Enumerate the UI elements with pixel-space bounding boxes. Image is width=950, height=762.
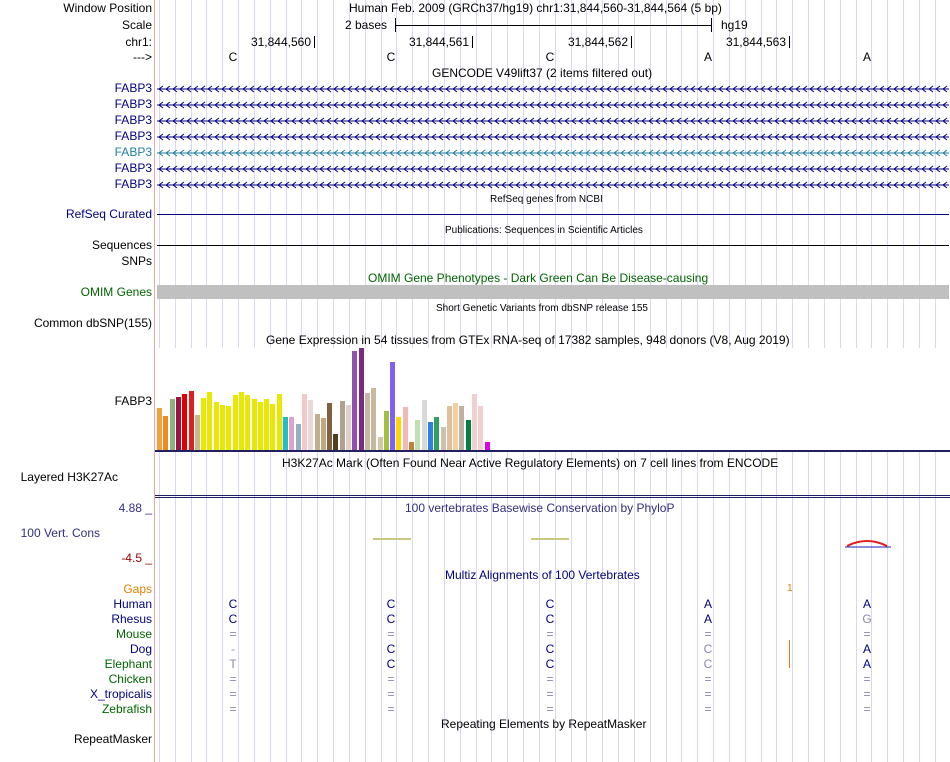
gtex-tissue-bar[interactable]: [478, 406, 483, 450]
h3k27ac-track-title: H3K27Ac Mark (Often Found Near Active Regulatory Elements) on 7 cell lines from ENCODE: [282, 456, 779, 470]
gtex-tissue-bar[interactable]: [195, 415, 200, 450]
multiz-aligned-base: =: [387, 672, 395, 686]
dbsnp-track-label[interactable]: Common dbSNP(155): [33, 316, 152, 330]
scale-bar-right-tick: [711, 18, 712, 32]
multiz-aligned-base: C: [386, 597, 396, 611]
gtex-tissue-bar[interactable]: [327, 403, 332, 450]
omim-gene-block[interactable]: [157, 285, 949, 299]
reference-base: C: [228, 50, 238, 64]
gencode-track-title: GENCODE V49lift37 (2 items filtered out): [432, 66, 653, 80]
multiz-track-title: Multiz Alignments of 100 Vertebrates: [445, 568, 640, 582]
refseq-gene-line[interactable]: [157, 214, 949, 215]
multiz-species-label[interactable]: Zebrafish: [101, 702, 152, 716]
gtex-tissue-bar[interactable]: [277, 394, 282, 450]
scale-value: 2 bases: [345, 18, 388, 32]
multiz-aligned-base: C: [386, 657, 396, 671]
multiz-species-label[interactable]: Human: [113, 597, 152, 611]
multiz-aligned-base: =: [546, 627, 554, 641]
multiz-aligned-base: C: [703, 657, 713, 671]
gtex-tissue-bar[interactable]: [447, 406, 452, 450]
multiz-aligned-base: C: [545, 642, 555, 656]
gencode-transcript-label[interactable]: FABP3: [114, 145, 152, 159]
multiz-aligned-base: =: [704, 627, 712, 641]
gtex-baseline: [155, 450, 950, 452]
gtex-tissue-bar[interactable]: [315, 414, 320, 450]
gtex-tissue-bar[interactable]: [283, 417, 288, 450]
multiz-aligned-base: =: [387, 702, 395, 716]
h3k27ac-line-2: [155, 497, 950, 498]
multiz-aligned-base: =: [229, 627, 237, 641]
gtex-tissue-bar[interactable]: [384, 411, 389, 450]
gtex-tissue-bar[interactable]: [270, 404, 275, 450]
gtex-tissue-bar[interactable]: [346, 405, 351, 450]
gtex-tissue-bar[interactable]: [352, 351, 357, 450]
gencode-transcript-label[interactable]: FABP3: [114, 177, 152, 191]
phylop-max-label: 4.88 _: [118, 501, 152, 515]
window-position-value: Human Feb. 2009 (GRCh37/hg19) chr1:31,844,560-31,844,564 (5 bp): [349, 1, 722, 15]
multiz-species-label[interactable]: Elephant: [104, 657, 152, 671]
phylop-peak: [845, 538, 893, 550]
phylop-track-label[interactable]: 100 Vert. Cons: [20, 526, 100, 540]
ruler-position: 31,844,561: [408, 35, 469, 49]
label-divider: [154, 0, 155, 762]
phylop-signal-1: [373, 538, 411, 540]
reference-base: A: [862, 50, 871, 64]
gtex-tissue-bar[interactable]: [459, 406, 464, 450]
gtex-tissue-bar[interactable]: [258, 402, 263, 450]
multiz-aligned-base: =: [387, 687, 395, 701]
gencode-transcript-label[interactable]: FABP3: [114, 161, 152, 175]
ruler-tick: [631, 36, 632, 48]
multiz-species-label[interactable]: Rhesus: [111, 612, 152, 626]
scale-db: hg19: [721, 18, 748, 32]
gencode-transcript-arrows[interactable]: [157, 131, 949, 141]
gtex-tissue-bar[interactable]: [207, 392, 212, 450]
multiz-aligned-base: =: [863, 672, 871, 686]
gtex-tissue-bar[interactable]: [201, 398, 206, 450]
ruler-tick: [789, 36, 790, 48]
multiz-aligned-base: T: [229, 657, 237, 671]
multiz-aligned-base: A: [862, 657, 871, 671]
multiz-aligned-base: G: [862, 612, 872, 626]
multiz-aligned-base: A: [703, 597, 712, 611]
gtex-tissue-bar[interactable]: [245, 395, 250, 450]
gtex-track-title: Gene Expression in 54 tissues from GTEx RNA-seq of 17382 samples, 948 donors (V8, Aug 2019): [266, 333, 790, 347]
publications-line[interactable]: [157, 245, 949, 246]
dbsnp-track-title: Short Genetic Variants from dbSNP release 155: [436, 303, 648, 314]
multiz-aligned-base: C: [545, 612, 555, 626]
gtex-tissue-bar[interactable]: [233, 395, 238, 450]
multiz-aligned-base: C: [545, 597, 555, 611]
gap-bar: [789, 640, 790, 668]
multiz-aligned-base: =: [704, 702, 712, 716]
gencode-transcript-label[interactable]: FABP3: [114, 97, 152, 111]
gencode-transcript-label[interactable]: FABP3: [114, 81, 152, 95]
strand-label: --->: [133, 50, 152, 64]
gaps-label: Gaps: [123, 582, 152, 596]
gtex-tissue-bar[interactable]: [170, 399, 175, 450]
repeatmasker-track-label[interactable]: RepeatMasker: [73, 732, 152, 746]
multiz-aligned-base: -: [231, 642, 235, 656]
gtex-tissue-bar[interactable]: [409, 442, 414, 450]
chrom-label: chr1:: [125, 35, 152, 49]
multiz-aligned-base: =: [546, 702, 554, 716]
publications-track-label[interactable]: Sequences: [91, 238, 152, 252]
scale-bar: [395, 25, 712, 26]
gtex-tissue-bar[interactable]: [403, 407, 408, 450]
phylop-track-title: 100 vertebrates Basewise Conservation by PhyloP: [405, 501, 675, 515]
multiz-species-label[interactable]: X_tropicalis: [89, 687, 152, 701]
gtex-tissue-bar[interactable]: [214, 402, 219, 450]
multiz-aligned-base: C: [545, 657, 555, 671]
multiz-aligned-base: C: [386, 642, 396, 656]
window-position-label: Window Position: [63, 1, 152, 15]
gtex-chart-bg: [157, 348, 949, 451]
multiz-species-label[interactable]: Chicken: [108, 672, 152, 686]
gtex-tissue-bar[interactable]: [220, 405, 225, 450]
gtex-tissue-bar[interactable]: [302, 394, 307, 450]
multiz-aligned-base: C: [228, 597, 238, 611]
repeatmasker-track-title: Repeating Elements by RepeatMasker: [441, 717, 647, 731]
multiz-aligned-base: A: [862, 597, 871, 611]
gtex-tissue-bar[interactable]: [365, 393, 370, 450]
multiz-aligned-base: A: [703, 612, 712, 626]
omim-track-title: OMIM Gene Phenotypes - Dark Green Can Be Disease-causing: [368, 271, 709, 285]
publications-track-title: Publications: Sequences in Scientific Articles: [445, 225, 643, 236]
gtex-tissue-bar[interactable]: [485, 442, 490, 450]
snps-track-label[interactable]: SNPs: [121, 254, 152, 268]
gtex-tissue-bar[interactable]: [226, 406, 231, 450]
multiz-aligned-base: =: [229, 672, 237, 686]
h3k27ac-track-label[interactable]: Layered H3K27Ac: [20, 470, 118, 484]
gtex-tissue-bar[interactable]: [434, 417, 439, 450]
gap-mark: 1: [787, 583, 793, 594]
ruler-position: 31,844,563: [725, 35, 786, 49]
gencode-transcript-arrows[interactable]: [157, 99, 949, 109]
multiz-species-label[interactable]: Dog: [129, 642, 152, 656]
gtex-tissue-bar[interactable]: [422, 400, 427, 450]
gtex-tissue-bar[interactable]: [296, 424, 301, 450]
gencode-transcript-arrows[interactable]: [157, 147, 949, 157]
phylop-min-label: -4.5 _: [121, 551, 152, 565]
ruler-position: 31,844,562: [567, 35, 628, 49]
gencode-transcript-arrows[interactable]: [157, 115, 949, 125]
gtex-track-label[interactable]: FABP3: [114, 394, 152, 408]
gencode-transcript-label[interactable]: FABP3: [114, 113, 152, 127]
multiz-aligned-base: =: [546, 672, 554, 686]
gtex-tissue-bar[interactable]: [321, 418, 326, 450]
gtex-tissue-bar[interactable]: [163, 416, 168, 450]
gtex-tissue-bar[interactable]: [415, 420, 420, 450]
ruler-tick: [472, 36, 473, 48]
h3k27ac-line-1: [155, 495, 950, 496]
multiz-aligned-base: =: [704, 687, 712, 701]
multiz-species-label[interactable]: Mouse: [115, 627, 152, 641]
multiz-aligned-base: =: [863, 627, 871, 641]
reference-base: C: [386, 50, 396, 64]
scale-label: Scale: [121, 18, 152, 32]
gtex-tissue-bar[interactable]: [359, 348, 364, 450]
multiz-aligned-base: C: [703, 642, 713, 656]
reference-base: A: [703, 50, 712, 64]
gtex-tissue-bar[interactable]: [308, 400, 313, 450]
gtex-tissue-bar[interactable]: [390, 362, 395, 450]
multiz-aligned-base: =: [229, 687, 237, 701]
gtex-tissue-bar[interactable]: [466, 420, 471, 450]
gtex-tissue-bar[interactable]: [182, 394, 187, 450]
refseq-track-title: RefSeq genes from NCBI: [490, 194, 603, 205]
gtex-tissue-bar[interactable]: [428, 422, 433, 450]
gtex-tissue-bar[interactable]: [252, 399, 257, 450]
gtex-tissue-bar[interactable]: [441, 427, 446, 450]
scale-bar-left-tick: [395, 18, 396, 32]
gtex-tissue-bar[interactable]: [378, 437, 383, 450]
multiz-aligned-base: =: [387, 627, 395, 641]
gencode-transcript-label[interactable]: FABP3: [114, 129, 152, 143]
gtex-tissue-bar[interactable]: [264, 399, 269, 450]
omim-track-label[interactable]: OMIM Genes: [80, 285, 152, 299]
gtex-tissue-bar[interactable]: [340, 401, 345, 450]
ruler-tick: [314, 36, 315, 48]
multiz-aligned-base: =: [863, 687, 871, 701]
gtex-tissue-bar[interactable]: [189, 391, 194, 450]
gencode-transcript-arrows[interactable]: [157, 83, 949, 93]
gtex-tissue-bar[interactable]: [396, 417, 401, 450]
multiz-aligned-base: =: [546, 687, 554, 701]
multiz-aligned-base: C: [386, 612, 396, 626]
multiz-aligned-base: =: [863, 702, 871, 716]
ruler-position: 31,844,560: [250, 35, 311, 49]
multiz-aligned-base: C: [228, 612, 238, 626]
gtex-tissue-bar[interactable]: [176, 397, 181, 450]
phylop-signal-2: [531, 538, 569, 540]
gtex-tissue-bar[interactable]: [157, 408, 162, 450]
multiz-aligned-base: =: [704, 672, 712, 686]
gtex-tissue-bar[interactable]: [333, 434, 338, 450]
reference-base: C: [545, 50, 555, 64]
gencode-transcript-arrows[interactable]: [157, 163, 949, 173]
gencode-transcript-arrows[interactable]: [157, 179, 949, 189]
gtex-tissue-bar[interactable]: [472, 394, 477, 450]
refseq-track-label[interactable]: RefSeq Curated: [65, 207, 152, 221]
multiz-aligned-base: =: [229, 702, 237, 716]
gtex-tissue-bar[interactable]: [453, 403, 458, 450]
gtex-tissue-bar[interactable]: [371, 388, 376, 450]
gtex-tissue-bar[interactable]: [289, 417, 294, 450]
gtex-tissue-bar[interactable]: [239, 392, 244, 450]
multiz-aligned-base: A: [862, 642, 871, 656]
